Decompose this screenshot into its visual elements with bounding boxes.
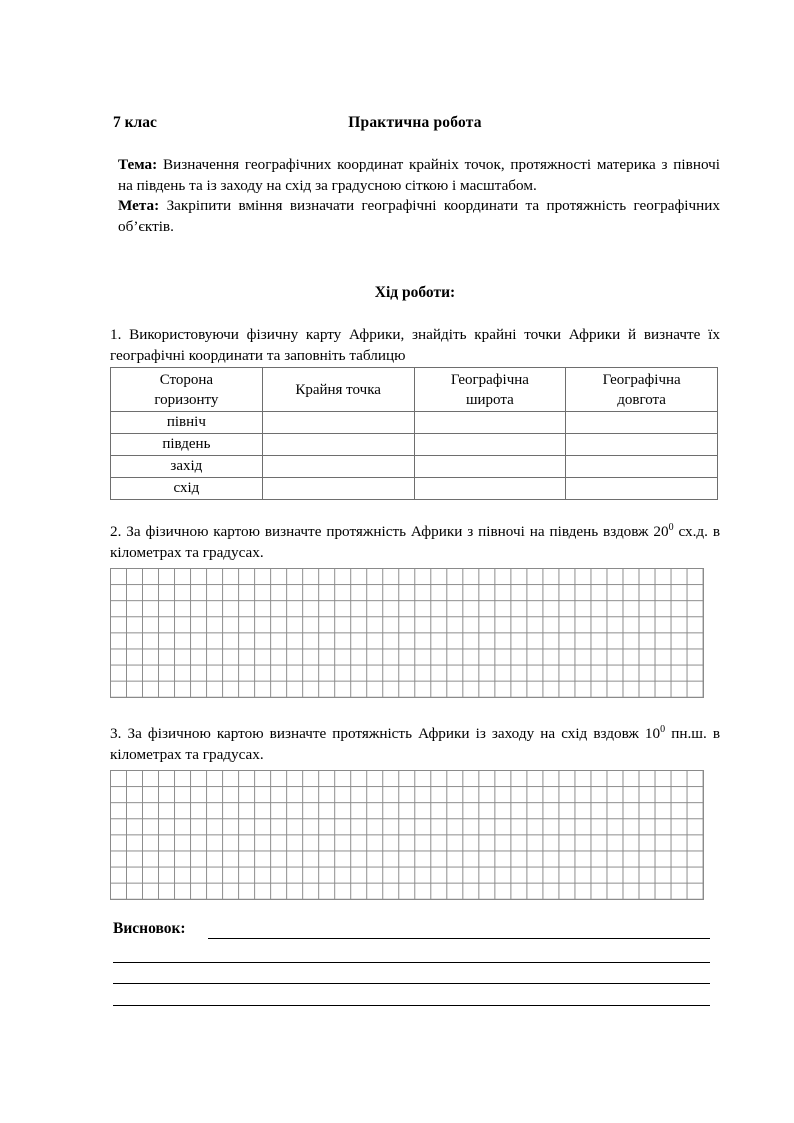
conclusion-line-4[interactable]	[113, 1005, 710, 1006]
cell-longitude[interactable]	[566, 434, 718, 456]
task-3-text-part1: 3. За фізичною картою визначте протяжність Африки із заходу на схід вздовж 10	[110, 725, 661, 742]
task-3-text	[110, 723, 720, 765]
cell-direction: схід	[111, 478, 263, 500]
coordinates-table	[110, 367, 718, 500]
topic-label: Тема:	[118, 156, 158, 173]
goal-paragraph	[118, 196, 720, 237]
table-row	[111, 456, 718, 478]
cell-latitude[interactable]	[414, 434, 566, 456]
topic-text: Визначення географічних координат крайніх точок, протяжності материка з півночі на південь та із заходу на схід за градусною сіткою і масштабом.	[118, 156, 721, 194]
cell-longitude[interactable]	[566, 456, 718, 478]
intro-block	[118, 155, 720, 237]
task-2-text-part1: 2. За фізичною картою визначте протяжність Африки з півночі на південь вздовж 20	[110, 523, 669, 540]
column-header-point: Крайня точка	[262, 368, 414, 412]
task-3-text-part2: пн.ш. в кілометрах та градусах.	[110, 725, 721, 763]
grade-label: 7 клас	[113, 114, 157, 131]
column-header-direction: Сторона горизонту	[111, 368, 263, 412]
cell-direction: північ	[111, 412, 263, 434]
cell-longitude[interactable]	[566, 412, 718, 434]
table-row	[111, 434, 718, 456]
task-2-text	[110, 521, 720, 563]
conclusion-line-3[interactable]	[113, 983, 710, 984]
table-header-row	[111, 368, 718, 412]
cell-point[interactable]	[262, 434, 414, 456]
column-header-longitude: Географічна довгота	[566, 368, 718, 412]
answer-grid-task-3[interactable]	[110, 770, 704, 900]
goal-text: Закріпити вміння визначати географічні координати та протяжність географічних об’єктів.	[118, 197, 720, 235]
cell-latitude[interactable]	[414, 478, 566, 500]
section-heading: Хід роботи:	[374, 284, 456, 301]
goal-label: Мета:	[118, 197, 160, 214]
table-row	[111, 412, 718, 434]
task-2-text-part2: сх.д. в кілометрах та градусах.	[110, 523, 720, 561]
conclusion-line-1[interactable]	[208, 938, 710, 939]
page-header	[110, 114, 720, 136]
topic-paragraph	[118, 155, 720, 196]
answer-grid-task-2[interactable]	[110, 568, 704, 698]
table-row	[111, 478, 718, 500]
page-title: Практична робота	[348, 114, 482, 131]
degree-symbol: 0	[660, 723, 666, 735]
degree-symbol: 0	[668, 521, 674, 533]
column-header-latitude: Географічна широта	[414, 368, 566, 412]
cell-point[interactable]	[262, 478, 414, 500]
cell-direction: південь	[111, 434, 263, 456]
cell-longitude[interactable]	[566, 478, 718, 500]
cell-direction: захід	[111, 456, 263, 478]
conclusion-label: Висновок:	[113, 920, 186, 937]
cell-point[interactable]	[262, 412, 414, 434]
cell-latitude[interactable]	[414, 412, 566, 434]
conclusion-line-2[interactable]	[113, 962, 710, 963]
cell-latitude[interactable]	[414, 456, 566, 478]
cell-point[interactable]	[262, 456, 414, 478]
task-1-text: 1. Використовуючи фізичну карту Африки, знайдіть крайні точки Африки й визначте їх географічні координати та заповніть таблицю	[110, 326, 720, 364]
